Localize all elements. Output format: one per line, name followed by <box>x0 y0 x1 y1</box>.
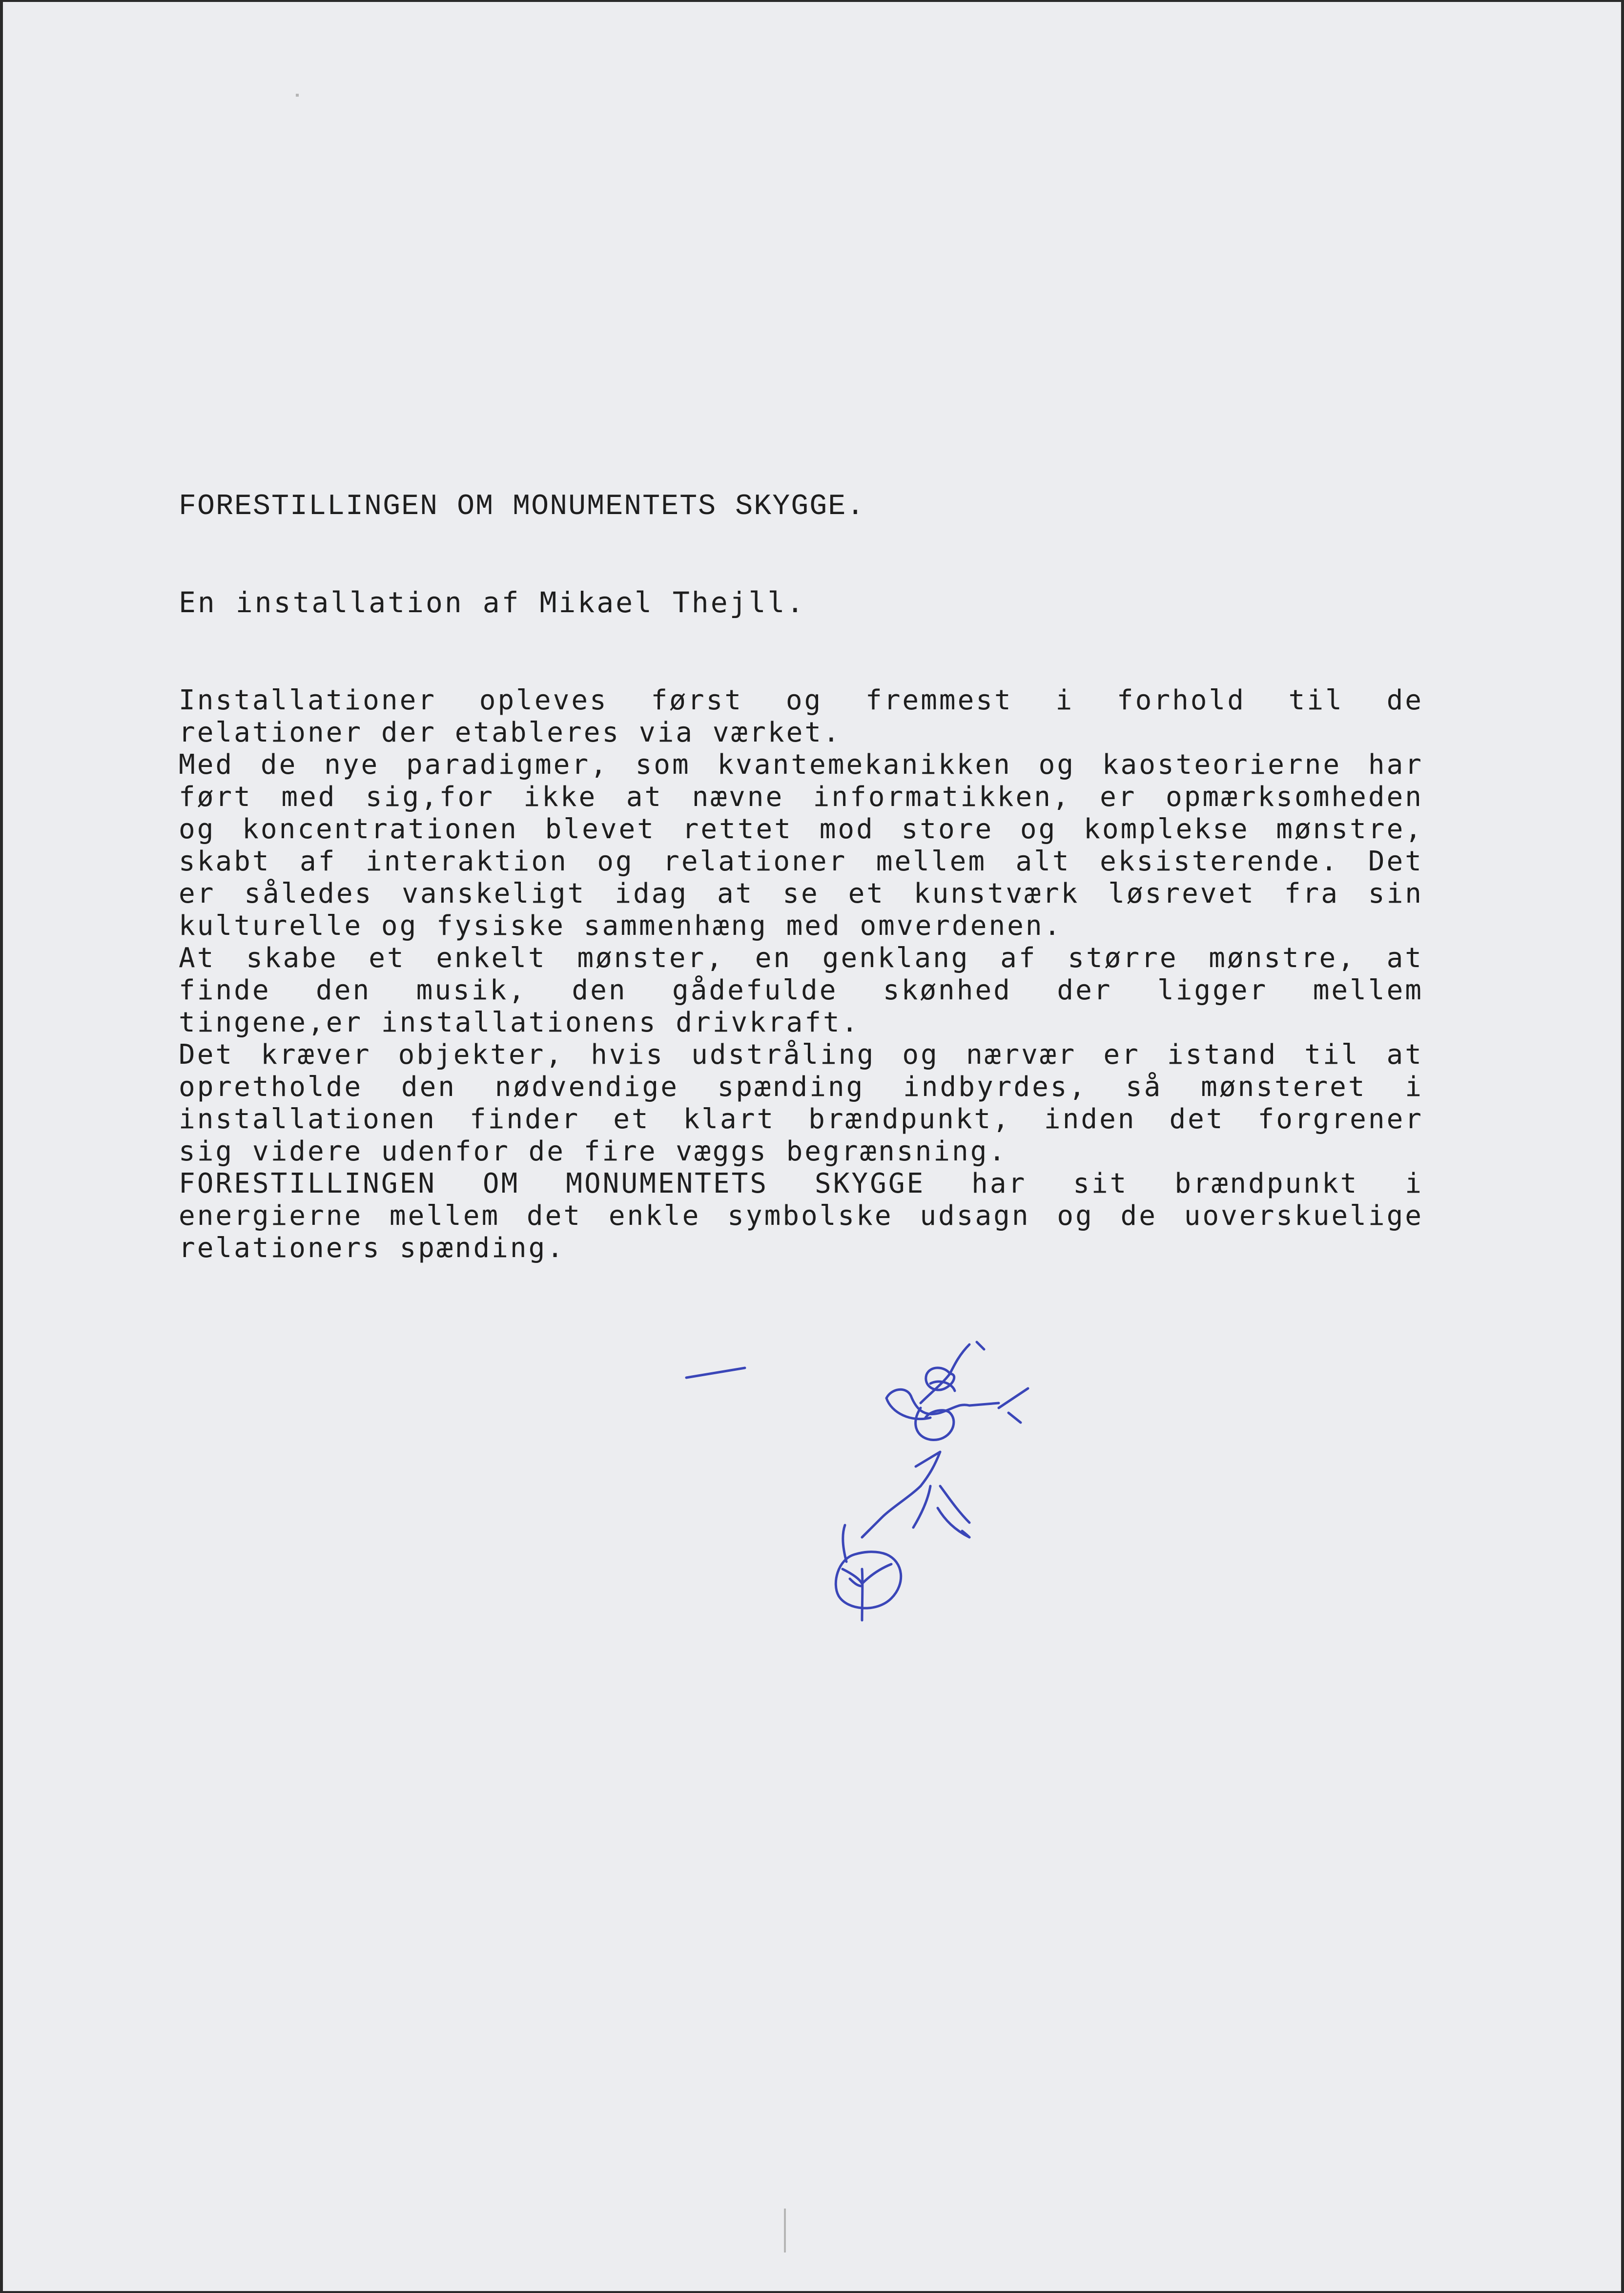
text-line: relationers spænding. <box>179 1232 566 1264</box>
text-line: sig videre udenfor de fire væggs begrænsning. <box>179 1136 1007 1167</box>
text-line: energierne mellem det enkle symbolske udsagn og de uoverskuelige <box>179 1200 1423 1232</box>
scan-speck <box>296 94 299 97</box>
text-line: relationer der etableres via værket. <box>179 717 842 748</box>
scan-scratch <box>784 2209 786 2252</box>
text-line: Installationer opleves først og fremmest i forhold til de <box>179 684 1423 716</box>
text-line: At skabe et enkelt mønster, en genklang af større mønstre, at <box>179 942 1423 974</box>
body-text <box>179 684 1423 1264</box>
text-line: skabt af interaktion og relationer mellem alt eksisterende. Det <box>179 846 1423 877</box>
text-line: opretholde den nødvendige spænding indbyrdes, så mønsteret i <box>179 1071 1423 1103</box>
text-line: ført med sig,for ikke at nævne informatikken, er opmærksomheden <box>179 781 1423 813</box>
text-line: tingene,er installationens drivkraft. <box>179 1007 860 1038</box>
text-line: installationen finder et klart brændpunkt, inden det forgrener <box>179 1103 1423 1135</box>
document-title: FORESTILLINGEN OM MONUMENTETS SKYGGE. <box>179 490 865 523</box>
text-line: kulturelle og fysiske sammenhæng med omverdenen. <box>179 910 1063 942</box>
document-subtitle: En installation af Mikael Thejll. <box>179 586 806 619</box>
handwritten-signature <box>657 1340 1204 1759</box>
text-line: og koncentrationen blevet rettet mod store og komplekse mønstre, <box>179 813 1423 845</box>
text-line: FORESTILLINGEN OM MONUMENTETS SKYGGE har sit brændpunkt i <box>179 1168 1423 1199</box>
paper-sheet <box>3 2 1621 2291</box>
text-line: finde den musik, den gådefulde skønhed der ligger mellem <box>179 974 1423 1006</box>
text-line: Det kræver objekter, hvis udstråling og nærvær er istand til at <box>179 1039 1423 1071</box>
text-line: Med de nye paradigmer, som kvantemekanikken og kaosteorierne har <box>179 749 1423 781</box>
text-line: er således vanskeligt idag at se et kunstværk løsrevet fra sin <box>179 878 1423 909</box>
